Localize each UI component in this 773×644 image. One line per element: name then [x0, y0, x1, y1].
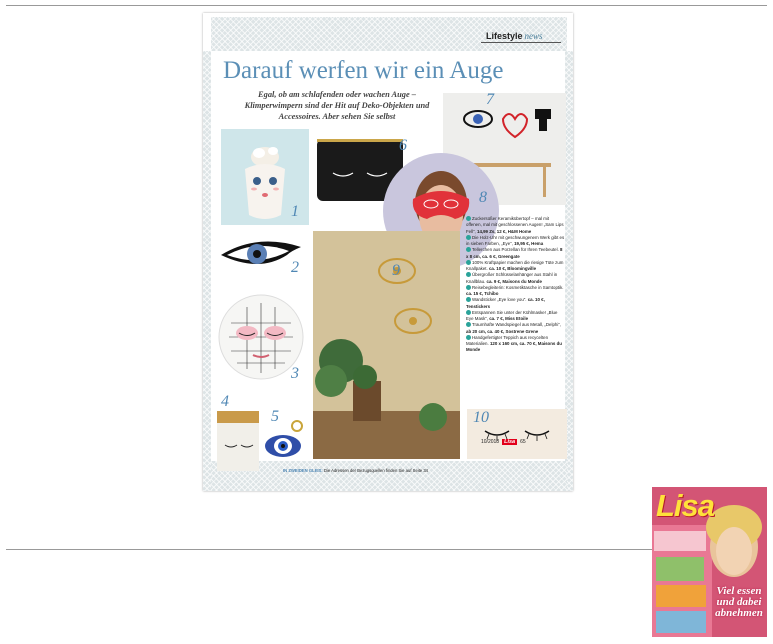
photo-room-mirrors	[313, 231, 460, 459]
cover-headline: Viel essen und dabei abnehmen	[715, 585, 763, 619]
photo-number-10: 10	[473, 409, 489, 426]
photo-number-9: 9	[392, 262, 400, 279]
caption-item: Übergroßer Schlüsselanhänger aus Stahl in Knallblau. ca. 9 €, Maisons du Monde	[466, 272, 558, 284]
magazine-cover-thumbnail[interactable]	[652, 487, 767, 637]
bullet-icon	[466, 272, 471, 277]
left-border	[203, 51, 211, 491]
issue-number: 10/2018	[481, 439, 500, 445]
caption-item: Wandsticker „Eye love you“. ca. 10 €, Tenstickers	[466, 297, 545, 309]
footer-note: IN ZWEIDEN GLEIS: Die Adressen der Bezugsquellen finden Sie auf Seite 34	[283, 468, 429, 473]
bullet-icon	[466, 297, 471, 302]
section-label-suffix: news	[524, 31, 543, 41]
cover-logo: Lisa	[656, 488, 715, 523]
bottom-divider	[6, 549, 654, 550]
bullet-icon	[466, 247, 471, 252]
page-info	[481, 439, 526, 445]
photo-number-5: 5	[271, 408, 279, 425]
bottom-band	[211, 461, 567, 491]
photo-paper-bag	[217, 411, 259, 471]
bullet-icon	[466, 310, 471, 315]
caption-item: Tellerchen aus Porzellan für Ihren Teebeutel. 8 x 8 cm, ca. 6 €, Greengate	[466, 247, 563, 259]
intro-text: Egal, ob am schlafenden oder wachen Auge – Klimperwimpern sind der Hit auf Deko-Objekten und Accessoires. Aber sehen Sie selbst	[244, 90, 430, 121]
caption-item: 100% Kraftpapier machen die riesige Tüte zum Knallpaket. ca. 10 €, Bloomingville	[466, 259, 564, 271]
caption-item: Entspannen Sie unter der Kühlmaske! „Blue Eye Mask“, ca. 7 €, Miss Etoile	[466, 309, 558, 321]
bullet-icon	[466, 216, 471, 221]
bullet-icon	[466, 235, 471, 240]
section-label-text: Lifestyle	[486, 31, 523, 41]
caption-item: Traumhafte Wandspiegel aus Metall, „Delphi“, ab 20 cm, ca. 40 €, Sostrene Grene	[466, 322, 561, 334]
photo-number-3: 3	[291, 365, 299, 382]
photo-number-2: 2	[291, 259, 299, 276]
paper-bag-illustration	[217, 411, 259, 471]
photo-number-6: 6	[399, 137, 407, 154]
caption-item: Die Holz-Uhr mit geschwungenem Werk gibt es in sieben Farben, „Eye“, 19,95 €, Hema	[466, 234, 565, 246]
caption-column	[466, 216, 566, 354]
issue-brand-logo: Lisa	[504, 439, 516, 445]
section-label-rule	[481, 42, 561, 43]
magazine-page[interactable]	[203, 13, 573, 491]
photo-number-1: 1	[291, 203, 299, 220]
top-divider	[6, 5, 767, 6]
page-number: 65	[520, 439, 526, 445]
headline: Darauf werfen wir ein Auge	[223, 57, 504, 84]
photo-number-4: 4	[221, 393, 229, 410]
bullet-icon	[466, 322, 471, 327]
bullet-icon	[466, 260, 471, 265]
section-label	[486, 31, 543, 41]
photo-number-7: 7	[486, 91, 494, 108]
caption-item: Zuckersüßer Keramikübertopf – mal mit offenen, mal mit geschlossenen Augen! „Sam Lips Fell“, 14,99 Zs, 12 €, H&M Home	[466, 216, 564, 234]
caption-item: Reisebegleiterin: Kosmetiktasche in Samtoptik. ca. 15 €, Tchibo	[466, 284, 564, 296]
room-mirror-illustration	[313, 231, 460, 459]
caption-item: Handgefertigter Teppich aus recycelten Materialien. 120 x 160 cm, ca. 70 €, Maisons du Monde	[466, 334, 562, 353]
bullet-icon	[466, 335, 471, 340]
photo-number-8: 8	[479, 189, 487, 206]
bullet-icon	[466, 285, 471, 290]
